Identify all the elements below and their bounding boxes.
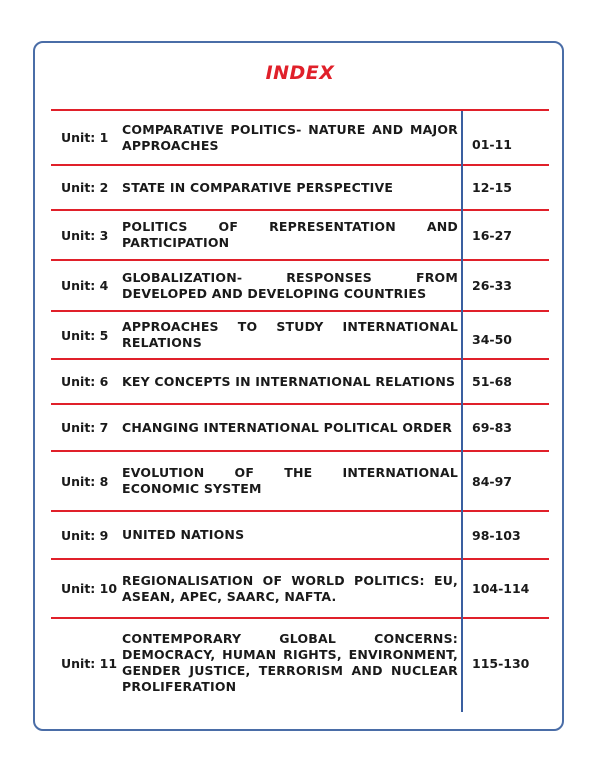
unit-label: Unit: 2	[61, 180, 109, 195]
index-row	[51, 512, 549, 558]
unit-pages: 12-15	[472, 180, 512, 195]
unit-pages: 98-103	[472, 527, 521, 543]
unit-topic: APPROACHES TO STUDY INTERNATIONAL RELATIONS	[122, 319, 458, 350]
unit-pages: 01-11	[472, 137, 512, 152]
unit-label: Unit: 3	[61, 227, 109, 243]
unit-topic: COMPARATIVE POLITICS- NATURE AND MAJOR APPROACHES	[122, 121, 458, 153]
unit-topic: CHANGING INTERNATIONAL POLITICAL ORDER	[122, 419, 453, 435]
unit-topic: GLOBALIZATION- RESPONSES FROM DEVELOPED AND DEVELOPING COUNTRIES	[122, 269, 458, 301]
unit-label: Unit: 9	[61, 527, 109, 543]
index-title: INDEX	[265, 62, 335, 84]
unit-topic: KEY CONCEPTS IN INTERNATIONAL RELATIONS	[122, 373, 456, 389]
unit-label: Unit: 11	[61, 655, 118, 671]
unit-topic: STATE IN COMPARATIVE PERSPECTIVE	[122, 179, 394, 195]
unit-label: Unit: 8	[61, 473, 109, 489]
index-row	[51, 405, 549, 450]
unit-topic: EVOLUTION OF THE INTERNATIONAL ECONOMIC SYSTEM	[122, 465, 458, 496]
unit-topic: UNITED NATIONS	[122, 527, 245, 542]
unit-label: Unit: 4	[61, 278, 109, 293]
unit-topic: CONTEMPORARY GLOBAL CONCERNS: DEMOCRACY, HUMAN RIGHTS, ENVIRONMENT, GENDER JUSTICE, TERRORISM AND NUCLEAR PROLIFERATION	[122, 631, 458, 694]
index-row	[51, 166, 549, 209]
unit-topic: REGIONALISATION OF WORLD POLITICS: EU, ASEAN, APEC, SAARC, NAFTA.	[122, 572, 458, 604]
unit-label: Unit: 5	[61, 327, 109, 343]
unit-pages: 51-68	[472, 374, 512, 389]
unit-label: Unit: 1	[61, 130, 109, 145]
index-row	[51, 360, 549, 403]
index-row	[51, 261, 549, 310]
unit-pages: 115-130	[472, 655, 530, 671]
index-row	[51, 452, 549, 510]
unit-pages: 84-97	[472, 473, 512, 489]
unit-pages: 26-33	[472, 278, 512, 293]
index-row	[51, 211, 549, 259]
unit-pages: 16-27	[472, 227, 512, 243]
index-row	[51, 111, 549, 164]
unit-label: Unit: 10	[61, 581, 118, 596]
unit-topic: POLITICS OF REPRESENTATION AND PARTICIPATION	[122, 219, 458, 250]
unit-pages: 34-50	[472, 331, 512, 347]
unit-label: Unit: 7	[61, 420, 109, 435]
index-row	[51, 560, 549, 617]
unit-label: Unit: 6	[61, 374, 109, 389]
unit-pages: 104-114	[472, 581, 530, 596]
unit-pages: 69-83	[472, 420, 512, 435]
index-row	[51, 312, 549, 358]
index-row	[51, 619, 549, 707]
